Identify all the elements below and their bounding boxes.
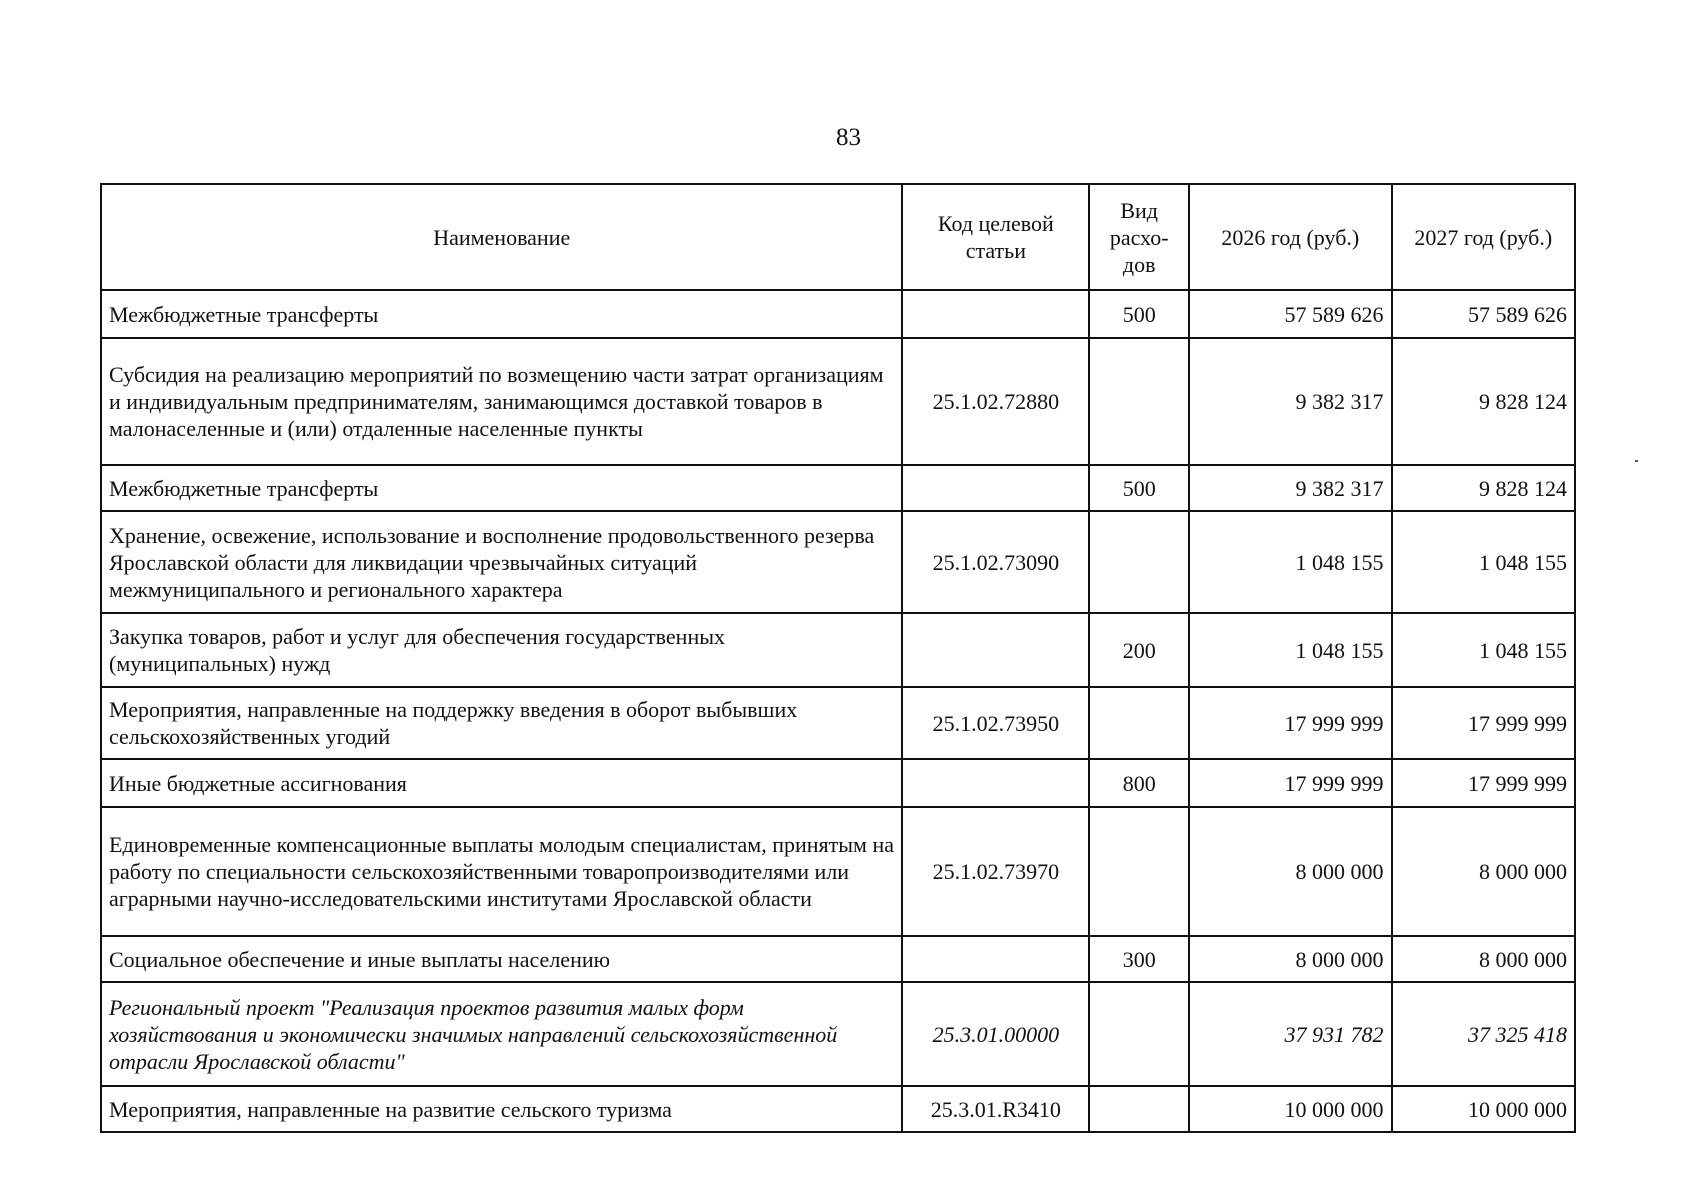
row-amount-2027: 1 048 155 (1392, 613, 1576, 687)
table-row (101, 465, 1575, 511)
row-amount-2026: 57 589 626 (1189, 290, 1391, 338)
row-name: Хранение, освежение, использование и восполнение продовольственного резерва Ярославской области для ликвидации чрезвычайных ситуаций межмуниципального и регионального характера (101, 511, 902, 613)
table-row (101, 338, 1575, 465)
row-name: Субсидия на реализацию мероприятий по возмещению части затрат организациям и индивидуальным предпринимателям, занимающимся доставкой товаров в малонаселенные и (или) отдаленные населенные пункты (101, 338, 902, 465)
table-row (101, 982, 1575, 1086)
row-name: Иные бюджетные ассигнования (101, 759, 902, 807)
row-kind (1089, 338, 1189, 465)
row-code: 25.1.02.73970 (902, 807, 1089, 936)
row-kind: 500 (1089, 465, 1189, 511)
table-row (101, 807, 1575, 936)
row-name: Межбюджетные трансферты (101, 465, 902, 511)
row-amount-2026: 17 999 999 (1189, 759, 1391, 807)
row-name: Межбюджетные трансферты (101, 290, 902, 338)
row-amount-2026: 37 931 782 (1189, 982, 1391, 1086)
header-kind: Вид расхо-дов (1089, 184, 1189, 290)
row-name: Закупка товаров, работ и услуг для обеспечения государственных (муниципальных) нужд (101, 613, 902, 687)
row-kind (1089, 982, 1189, 1086)
row-kind (1089, 687, 1189, 759)
row-amount-2027: 57 589 626 (1392, 290, 1576, 338)
row-kind (1089, 1086, 1189, 1132)
row-code: 25.1.02.73090 (902, 511, 1089, 613)
row-amount-2026: 1 048 155 (1189, 613, 1391, 687)
row-kind (1089, 511, 1189, 613)
table-row (101, 1086, 1575, 1132)
row-name: Мероприятия, направленные на поддержку введения в оборот выбывших сельскохозяйственных угодий (101, 687, 902, 759)
row-code (902, 290, 1089, 338)
header-year-2027: 2027 год (руб.) (1392, 184, 1576, 290)
row-code (902, 936, 1089, 982)
row-code (902, 759, 1089, 807)
budget-table (100, 183, 1576, 1133)
page-number: 83 (836, 124, 861, 151)
table-row (101, 936, 1575, 982)
row-kind (1089, 807, 1189, 936)
row-code: 25.1.02.73950 (902, 687, 1089, 759)
row-kind: 200 (1089, 613, 1189, 687)
row-kind: 500 (1089, 290, 1189, 338)
row-amount-2026: 9 382 317 (1189, 465, 1391, 511)
row-name: Социальное обеспечение и иные выплаты населению (101, 936, 902, 982)
row-amount-2027: 9 828 124 (1392, 338, 1576, 465)
row-kind: 800 (1089, 759, 1189, 807)
row-amount-2027: 17 999 999 (1392, 687, 1576, 759)
row-amount-2027: 10 000 000 (1392, 1086, 1576, 1132)
row-amount-2026: 8 000 000 (1189, 936, 1391, 982)
header-code: Код целевой статьи (902, 184, 1089, 290)
scan-speck (1635, 460, 1638, 462)
table-row (101, 759, 1575, 807)
row-name: Единовременные компенсационные выплаты молодым специалистам, принятым на работу по специальности сельскохозяйственными товаропроизводителями или аграрными научно-исследовательскими институтами Ярославской области (101, 807, 902, 936)
row-amount-2027: 9 828 124 (1392, 465, 1576, 511)
row-name: Мероприятия, направленные на развитие сельского туризма (101, 1086, 902, 1132)
row-code: 25.3.01.00000 (902, 982, 1089, 1086)
row-amount-2027: 37 325 418 (1392, 982, 1576, 1086)
row-code: 25.3.01.R3410 (902, 1086, 1089, 1132)
row-amount-2026: 8 000 000 (1189, 807, 1391, 936)
table-row (101, 511, 1575, 613)
row-amount-2027: 17 999 999 (1392, 759, 1576, 807)
row-amount-2027: 8 000 000 (1392, 936, 1576, 982)
table-row (101, 290, 1575, 338)
row-code (902, 613, 1089, 687)
table-row (101, 613, 1575, 687)
table-header-row (101, 184, 1575, 290)
row-name: Региональный проект "Реализация проектов развития малых форм хозяйствования и экономически значимых направлений сельскохозяйственной отрасли Ярославской области" (101, 982, 902, 1086)
row-amount-2027: 1 048 155 (1392, 511, 1576, 613)
header-year-2026: 2026 год (руб.) (1189, 184, 1391, 290)
table-row (101, 687, 1575, 759)
row-amount-2026: 17 999 999 (1189, 687, 1391, 759)
row-amount-2026: 10 000 000 (1189, 1086, 1391, 1132)
row-code (902, 465, 1089, 511)
row-amount-2027: 8 000 000 (1392, 807, 1576, 936)
row-code: 25.1.02.72880 (902, 338, 1089, 465)
row-amount-2026: 9 382 317 (1189, 338, 1391, 465)
row-amount-2026: 1 048 155 (1189, 511, 1391, 613)
header-name: Наименование (101, 184, 902, 290)
row-kind: 300 (1089, 936, 1189, 982)
